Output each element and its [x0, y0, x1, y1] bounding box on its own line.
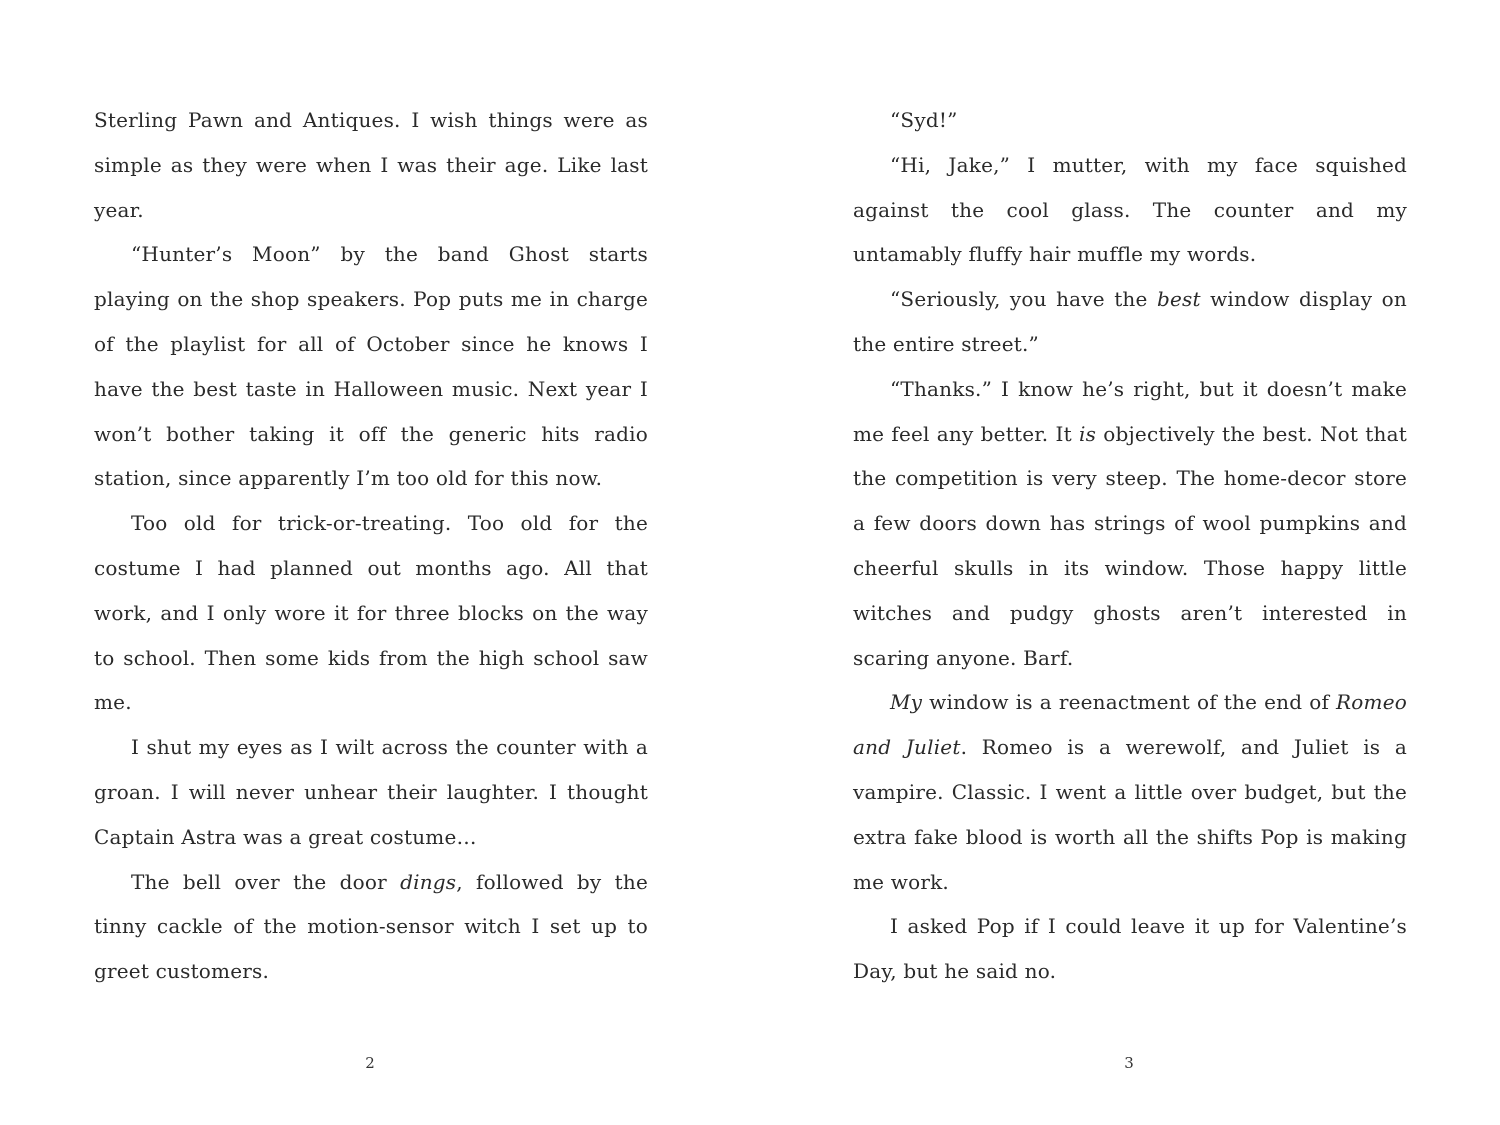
paragraph	[853, 367, 1407, 681]
paragraph	[94, 860, 648, 994]
right-page-number: 3	[1124, 1054, 1134, 1072]
italic-text: dings	[400, 869, 457, 894]
text-run: objectively the best. Not that the competition is very steep. The home-decor store a few doors down has strings of wool pumpkins and cheerful skulls in its window. Those happy little witches and pudgy ghosts aren’t interested in scaring anyone. Barf.	[853, 421, 1407, 670]
paragraph	[853, 680, 1407, 904]
paragraph	[853, 98, 1407, 143]
paragraph	[94, 232, 648, 501]
text-run: window display on the entire street.”	[853, 287, 1407, 356]
text-run: I shut my eyes as I wilt across the counter with a groan. I will never unhear their laughter. I thought Captain Astra was a great costume…	[94, 735, 648, 849]
paragraph	[94, 98, 648, 232]
text-run: The bell over the door	[131, 869, 401, 894]
paragraph	[94, 501, 648, 725]
text-run: “Hunter’s Moon” by the band Ghost starts playing on the shop speakers. Pop puts me in charge of the playlist for all of October since he knows I have the best taste in Halloween music. Next year I won’t bother taking it off the generic hits radio station, since apparently I’m too old for this now.	[94, 242, 648, 491]
paragraph	[94, 725, 648, 859]
text-run: “Syd!”	[890, 108, 958, 132]
text-run: . Romeo is a werewolf, and Juliet is a vampire. Classic. I went a little over budget, but the extra fake blood is worth all the shifts Pop is making me work.	[853, 735, 1407, 894]
italic-text: is	[1079, 421, 1097, 446]
left-page-text	[94, 98, 648, 994]
paragraph	[853, 277, 1407, 367]
italic-text: My	[890, 690, 923, 715]
text-run: “Hi, Jake,” I mutter, with my face squished against the cool glass. The counter and my untamably fluffy hair muffle my words.	[853, 152, 1407, 267]
italic-text: Romeo and Juliet	[853, 690, 1407, 760]
text-run: , followed by the tinny cackle of the motion-sensor witch I set up to greet customers.	[94, 869, 648, 984]
left-page-number: 2	[365, 1054, 375, 1072]
text-run: Too old for trick-or-treating. Too old for the costume I had planned out months ago. All that work, and I only wore it for three blocks on the way to school. Then some kids from the high school saw me.	[94, 511, 648, 715]
paragraph	[853, 904, 1407, 994]
text-run: window is a reenactment of the end of	[922, 690, 1337, 715]
right-page-text	[853, 98, 1407, 994]
text-run: Sterling Pawn and Antiques. I wish things were as simple as they were when I was their age. Like last year.	[94, 108, 648, 222]
text-run: “Seriously, you have the	[890, 287, 1157, 312]
text-run: I asked Pop if I could leave it up for Valentine’s Day, but he said no.	[853, 914, 1407, 984]
paragraph	[853, 143, 1407, 277]
italic-text: best	[1156, 287, 1201, 312]
text-run: “Thanks.” I know he’s right, but it doesn’t make me feel any better. It	[853, 376, 1407, 446]
